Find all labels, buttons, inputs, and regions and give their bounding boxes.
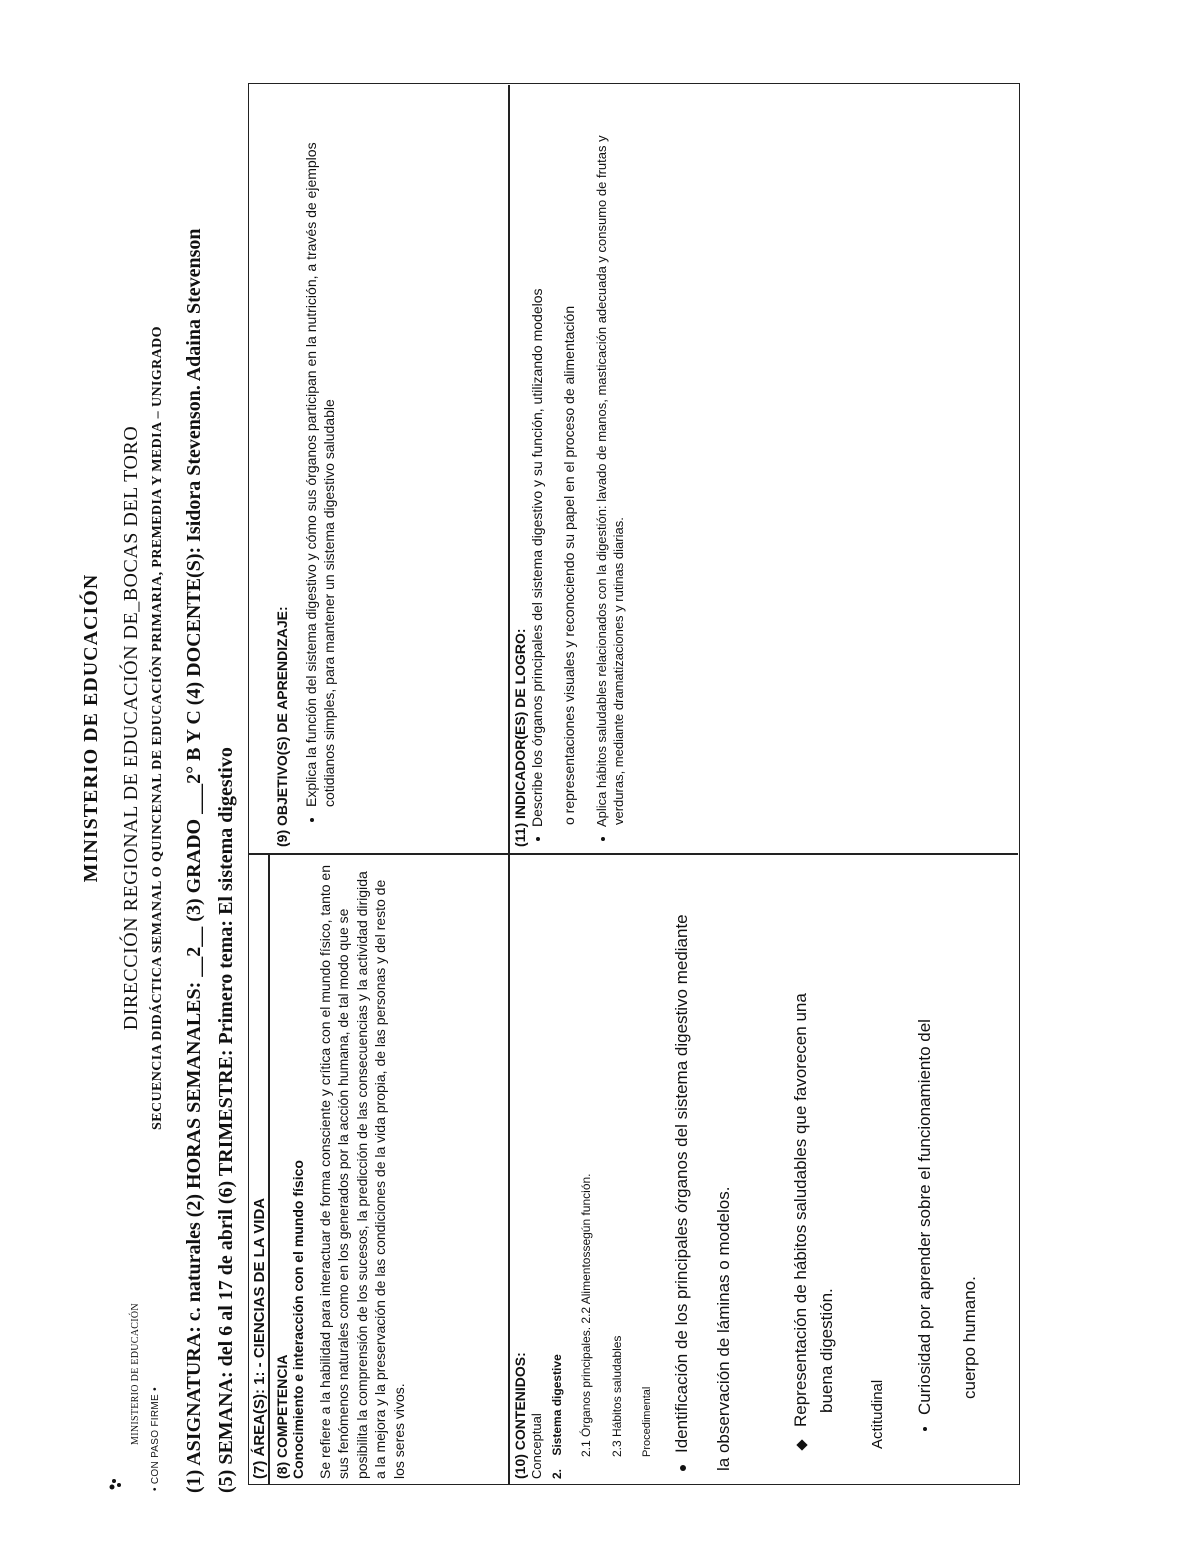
objetivo-item: • Explica la función del sistema digestivo y cómo sus órganos participan en la nutrición, a través de ejemplos cotidianos simples, para mantener un sistema digestivo saludable (302, 99, 339, 807)
indicador-item-1-cont: o representaciones visuales y reconociendo su papel en el proceso de alimentación (561, 305, 578, 825)
objetivos-cell (274, 99, 345, 847)
area-label: (7) ÁREA(S): 1: - CIENCIAS DE LA VIDA (251, 1197, 268, 1479)
objetivos-list (302, 99, 339, 847)
act-item-1-cont: cuerpo humano. (960, 1276, 980, 1399)
proc-item-2: Representación de hábitos saludables que favorecen una (788, 861, 814, 1449)
actitudinal-label: Actitudinal (869, 1379, 887, 1449)
logo-motto-text: • CON PASO FIRME • (150, 1387, 161, 1491)
indicador-item-2: Aplica hábitos saludables relacionados con la digestión: lavado de manos, masticación adecuada y consumo de frutas y verduras, mediante dramatizaciones y rutinas diarias. (593, 99, 627, 825)
unit-title: Sistema digestive (550, 1354, 565, 1456)
content-sub1: 2.1 Órganos principales. 2.2 Alimentossegún función. (579, 1173, 594, 1457)
indicador-item-1: Describe los órganos principales del sistema digestivo y su función, utilizando modelos (528, 99, 546, 825)
indicadores-cell (512, 99, 627, 847)
proc-item-1-cont: la observación de láminas o modelos. (713, 1186, 733, 1471)
ministry-logo-icon (108, 1477, 127, 1491)
competencia-text: Se refiere a la habilidad para interactuar de forma consciente y crítica con el mundo físico, tanto en sus fenómenos naturales como en los generados por la acción humana, de tal modo que se posibilita la comprensión de los sucesos, la predicción de las consecuencias y la actividad dirigida a la mejora y la preservación de las condiciones de la vida propia, de las personas y del resto de los seres vivos. (317, 864, 407, 1479)
competencia-label: (8) COMPETENCIA (274, 1354, 290, 1479)
competencia-cell (274, 861, 408, 1479)
conceptual-label: Conceptual (529, 1413, 544, 1479)
info-line-subject: (1) ASIGNATURA: c. naturales (2) HORAS SEMANALES: __2__ (3) GRADO ___2° B Y C (4) DOCENTE(S): Isidora Stevenson. Adaina Stevenson (183, 228, 205, 1493)
bullet-icon (601, 837, 605, 841)
row-divider (508, 85, 510, 1485)
content-sub2: 2.3 Hábitos saludables (609, 1335, 624, 1457)
sequence-title: SECUENCIA DIDÁCTICA SEMANAL O QUINCENAL DE EDUCACIÓN PRIMARIA, PREMEDIA Y MEDIA – UNIGRADO (150, 326, 165, 1130)
page-title: MINISTERIO DE EDUCACIÓN (80, 573, 102, 883)
unit-number: 2. (550, 1468, 565, 1479)
info-line-week: (5) SEMANA: del 6 al 17 de abril (6) TRIMESTRE: Primero tema: El sistema digestivo (215, 747, 237, 1493)
column-divider (248, 854, 1018, 856)
bullet-icon (680, 1465, 686, 1471)
unit-heading (550, 861, 564, 1479)
logo-ministry-text: MINISTERIO DE EDUCACIÓN (130, 1303, 141, 1445)
contenidos-cell (512, 861, 983, 1479)
indicadores-label: (11) INDICADOR(ES) DE LOGRO: (512, 628, 528, 847)
act-item-1: Curiosidad por aprender sobre el funcionamiento del (912, 861, 938, 1431)
proc-item-1: Identificación de los principales órganos del sistema digestivo mediante (669, 861, 695, 1471)
proc-item-2-cont: buena digestión. (816, 1288, 836, 1413)
area-divider (268, 855, 270, 1485)
competencia-subtitle: Conocimiento e interacción con el mundo físico (290, 1160, 306, 1479)
procedimental-label: Procedimental (640, 1386, 653, 1457)
objetivos-label: (9) OBJETIVO(S) DE APRENDIZAJE: (274, 606, 290, 847)
bullet-icon (536, 837, 540, 841)
contenidos-label: (10) CONTENIDOS: (512, 1352, 528, 1479)
diamond-bullet-icon (796, 1439, 807, 1450)
bullet-icon (923, 1427, 927, 1431)
regional-direction: DIRECCIÓN REGIONAL DE EDUCACIÓN DE_BOCAS DEL TORO (120, 425, 142, 1031)
